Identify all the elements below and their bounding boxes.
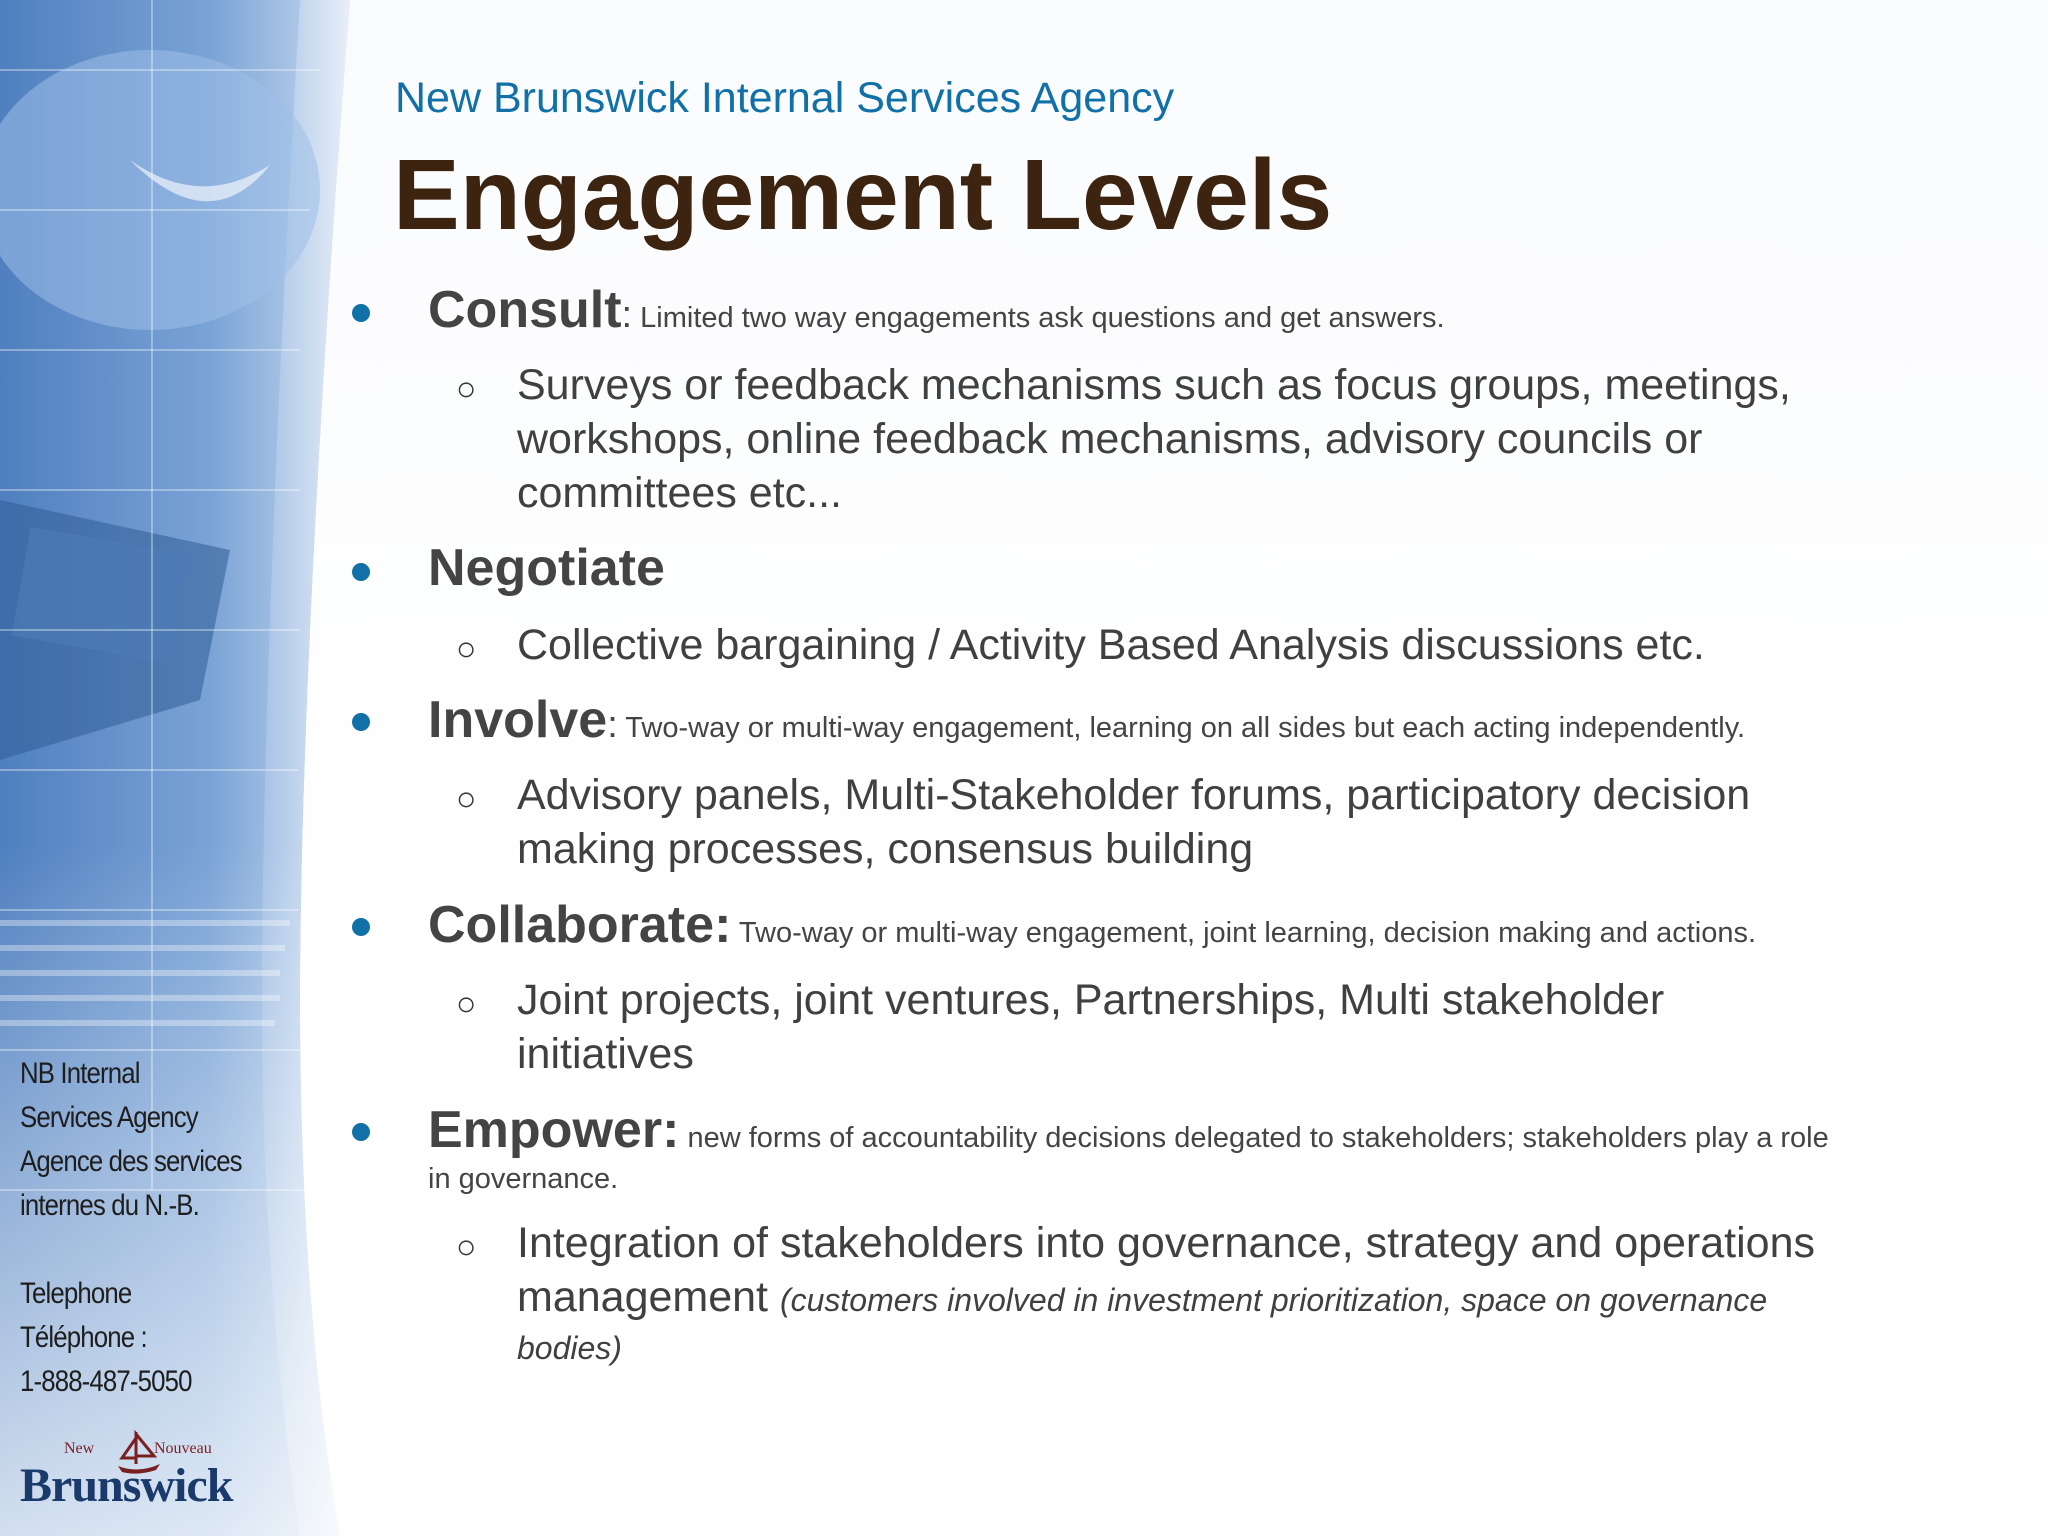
logo-word-brunswick: Brunswick: [20, 1459, 233, 1512]
level-description: new forms of accountability decisions delegated to stakeholders; stakeholders play a role: [679, 1122, 1829, 1154]
sub-bullet-icon: ○: [456, 370, 477, 408]
bullet-icon: [352, 713, 370, 731]
sub-item-note-cont-text: bodies): [517, 1330, 622, 1366]
level-description: Two-way or multi-way engagement, learning on all sides but each acting independently.: [617, 712, 1746, 744]
side-panel: [0, 0, 360, 1536]
sub-item-text: workshops, online feedback mechanisms, advisory councils or: [517, 415, 1703, 463]
level-description-cont: in governance.: [428, 1163, 619, 1195]
sub-item-note: (customers involved in investment prioritization, space on governance: [779, 1282, 1768, 1318]
sidebar-contact: [20, 1052, 242, 1404]
nb-logo: [20, 1432, 250, 1516]
level-heading: [428, 538, 665, 598]
sidebar-org-line: NB Internal: [20, 1057, 140, 1090]
level-description: Limited two way engagements ask questions and get answers.: [632, 302, 1445, 334]
level-name: Involve: [428, 691, 608, 749]
sidebar-org-line: Services Agency: [20, 1101, 198, 1134]
agency-name: New Brunswick Internal Services Agency: [395, 74, 1175, 122]
sidebar-gap: [20, 1228, 226, 1272]
level-heading: [428, 690, 1745, 750]
level-heading: [428, 895, 1756, 955]
bullet-icon: [352, 918, 370, 936]
logo-word-new: New: [64, 1440, 95, 1457]
level-heading: [428, 1100, 1829, 1160]
sidebar-org-line: Agence des services: [20, 1145, 242, 1178]
engagement-list: [340, 0, 1940, 1536]
sub-bullet-icon: ○: [456, 985, 477, 1023]
level-separator: :: [621, 294, 633, 336]
level-name: Consult: [428, 281, 622, 339]
sub-item-text: Surveys or feedback mechanisms such as focus groups, meetings,: [517, 361, 1791, 409]
level-separator: :: [662, 1101, 680, 1159]
sidebar-org-line: internes du N.-B.: [20, 1189, 199, 1222]
level-separator: :: [607, 704, 618, 746]
logo-word-nouveau: Nouveau: [154, 1440, 212, 1457]
sub-item-text: [517, 1270, 1767, 1327]
sub-item-note-cont: [517, 1318, 622, 1375]
bullet-icon: [352, 1123, 370, 1141]
level-name: Empower: [428, 1101, 663, 1159]
sub-item-text: Advisory panels, Multi-Stakeholder forums, participatory decision: [517, 771, 1751, 819]
sub-item-text: initiatives: [517, 1030, 694, 1078]
page-title: Engagement Levels: [393, 139, 1333, 251]
sub-item-text: Collective bargaining / Activity Based Analysis discussions etc.: [517, 621, 1705, 669]
sidebar-phone-number: 1-888-487-5050: [20, 1365, 192, 1398]
sidebar-phone-label: Telephone: [20, 1277, 132, 1310]
sub-item-text: Integration of stakeholders into governance, strategy and operations: [517, 1219, 1815, 1267]
sidebar-phone-label-fr: Téléphone :: [20, 1321, 147, 1354]
bullet-icon: [352, 563, 370, 581]
level-description: Two-way or multi-way engagement, joint learning, decision making and actions.: [731, 917, 1757, 949]
level-name: Collaborate: [428, 896, 715, 954]
bullet-icon: [352, 304, 370, 322]
sub-item-text: Joint projects, joint ventures, Partnerships, Multi stakeholder: [517, 976, 1665, 1024]
sub-bullet-icon: ○: [456, 1228, 477, 1266]
sub-item-text: making processes, consensus building: [517, 825, 1254, 873]
sub-bullet-icon: ○: [456, 780, 477, 818]
level-heading: [428, 280, 1445, 340]
sub-item-text: committees etc...: [517, 469, 842, 517]
level-separator: :: [714, 896, 732, 954]
level-name: Negotiate: [428, 539, 665, 597]
sub-item-text-main: management: [517, 1273, 768, 1321]
sub-bullet-icon: ○: [456, 630, 477, 668]
